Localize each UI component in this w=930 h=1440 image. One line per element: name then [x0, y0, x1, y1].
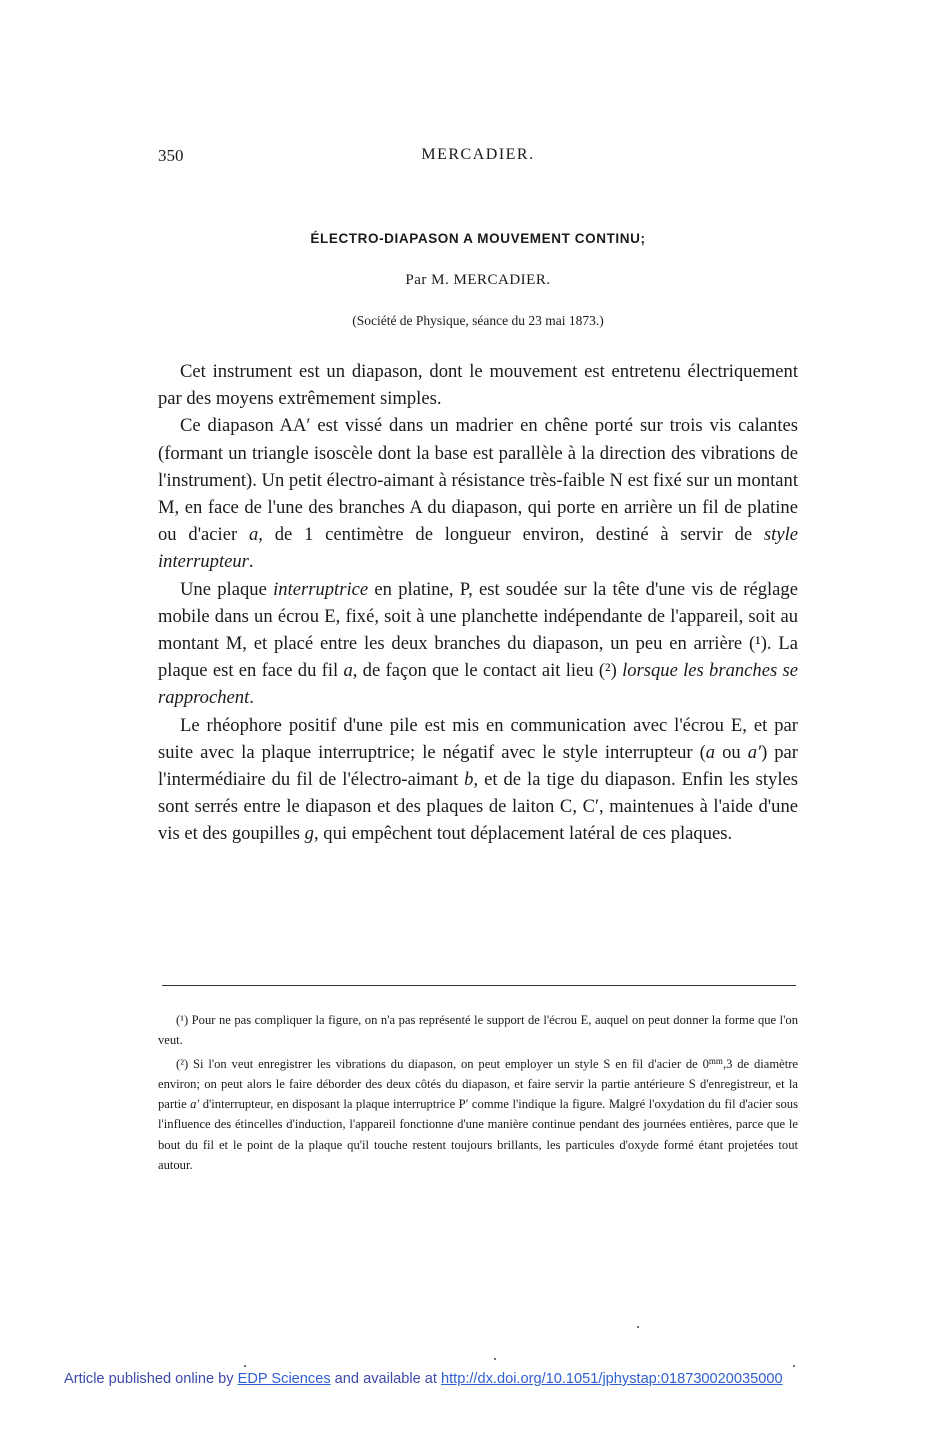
session-note: (Société de Physique, séance du 23 mai 1873.) [352, 313, 604, 328]
article-author: Par M. MERCADIER. [405, 272, 551, 288]
text-run: . [249, 687, 254, 709]
scan-speck [244, 1365, 246, 1367]
text-run: d'interrupteur, en disposant la plaque interruptrice P′ comme l'indique la figure. Malgré l'oxydation du fil d'acier sous l'influence des étincelles d'induction, l'appareil fonctionne d'une manière continue pendant des journées entières, parce que le bout du fil et le point de la plaque qu'il touche restent toujours brillants, les particules d'oxyde formé étant projetées tout autour. [158, 1097, 798, 1173]
text-run: , qui empêchent tout déplacement latéral de ces plaques. [313, 823, 733, 845]
italic-run: a [343, 660, 353, 682]
footnote-1 [158, 1010, 798, 1051]
text-run: , de façon que le contact ait lieu (²) [352, 660, 623, 682]
italic-run: lorsque les branches se rapprochent [158, 660, 798, 709]
page-number: 350 [158, 146, 184, 165]
text-run: ou [715, 741, 748, 763]
text-run: ) par l'intermédiaire du fil de l'électro-aimant [158, 741, 798, 791]
scan-speck [494, 1358, 496, 1360]
footnote-divider [162, 985, 796, 986]
article-body [158, 358, 798, 848]
italic-run: b [464, 769, 474, 791]
superscript: mm [708, 1055, 723, 1066]
text-run: Le rhéophore positif d'une pile est mis en communication avec l'écrou E, et par suite avec la plaque interruptrice; le négatif avec le style interrupteur ( [158, 714, 798, 763]
italic-run: g [304, 823, 314, 845]
paragraph-3 [158, 576, 798, 712]
italic-run: a′ [190, 1097, 200, 1112]
text-run: , de 1 centimètre de longueur environ, destiné à servir de [258, 524, 764, 546]
scan-speck [637, 1326, 639, 1328]
text-run: Une plaque [180, 578, 274, 600]
text-run: , et de la tige du diapason. Enfin les styles sont serrés entre le diapason et des plaques de laiton C, C′, maintenues à l'aide d'une vis et des goupilles [158, 769, 798, 845]
text-run: . [248, 551, 254, 573]
paragraph-4 [158, 712, 798, 848]
article-title: ÉLECTRO-DIAPASON A MOUVEMENT CONTINU; [310, 231, 646, 246]
running-head [158, 146, 798, 170]
banner-prefix: Article published online by [64, 1371, 238, 1387]
italic-run: style interrupteur [158, 524, 798, 573]
italic-run: interruptrice [273, 578, 369, 600]
footnote-2 [158, 1051, 798, 1176]
text-run: (²) Si l'on veut enregistrer les vibrations du diapason, on peut employer un style S en fil d'acier de 0 [176, 1056, 709, 1071]
italic-run: a [705, 741, 716, 763]
paragraph-2 [158, 412, 798, 575]
paragraph-1 [158, 358, 798, 412]
italic-run: a [248, 524, 259, 546]
text-run: en platine, P, est soudée sur la tête d'une vis de réglage mobile dans un écrou E, fixé, soit à une planchette indépendante de l'appareil, soit au montant M, et placé entre les deux branches du diapason, un peu en arrière (¹). La plaque est en face du fil [158, 578, 798, 682]
italic-run: a′ [747, 741, 762, 763]
scan-speck [793, 1365, 795, 1367]
banner-middle: and available at [330, 1371, 441, 1387]
text-run: Ce diapason AA′ est vissé dans un madrier en chêne porté sur trois vis calantes (formant un triangle isoscèle dont la base est parallèle à la direction des vibrations de l'instrument). Un petit électro-aimant à résistance très-faible N est fixé sur un montant M, en face de l'une des branches A du diapason, qui porte en arrière un fil de platine ou d'acier [158, 415, 798, 546]
text-run: Cet instrument est un diapason, dont le mouvement est entretenu électriquement par des moyens extrêmement simples. [158, 361, 798, 410]
doi-link[interactable]: http://dx.doi.org/10.1051/jphystap:018730020035000 [440, 1371, 783, 1387]
running-title: MERCADIER. [421, 146, 535, 163]
text-run: (¹) Pour ne pas compliquer la figure, on n'a pas représenté le support de l'écrou E, auquel on peut donner la forme que l'on veut. [158, 1013, 798, 1048]
publisher-banner [64, 1371, 874, 1387]
publisher-link[interactable]: EDP Sciences [237, 1371, 331, 1387]
text-run: ,3 de diamètre environ; on peut alors le faire déborder des deux côtés du diapason, et faire servir la partie antérieure S d'enregistreur, et la partie [158, 1056, 799, 1112]
footnotes [158, 1010, 798, 1175]
